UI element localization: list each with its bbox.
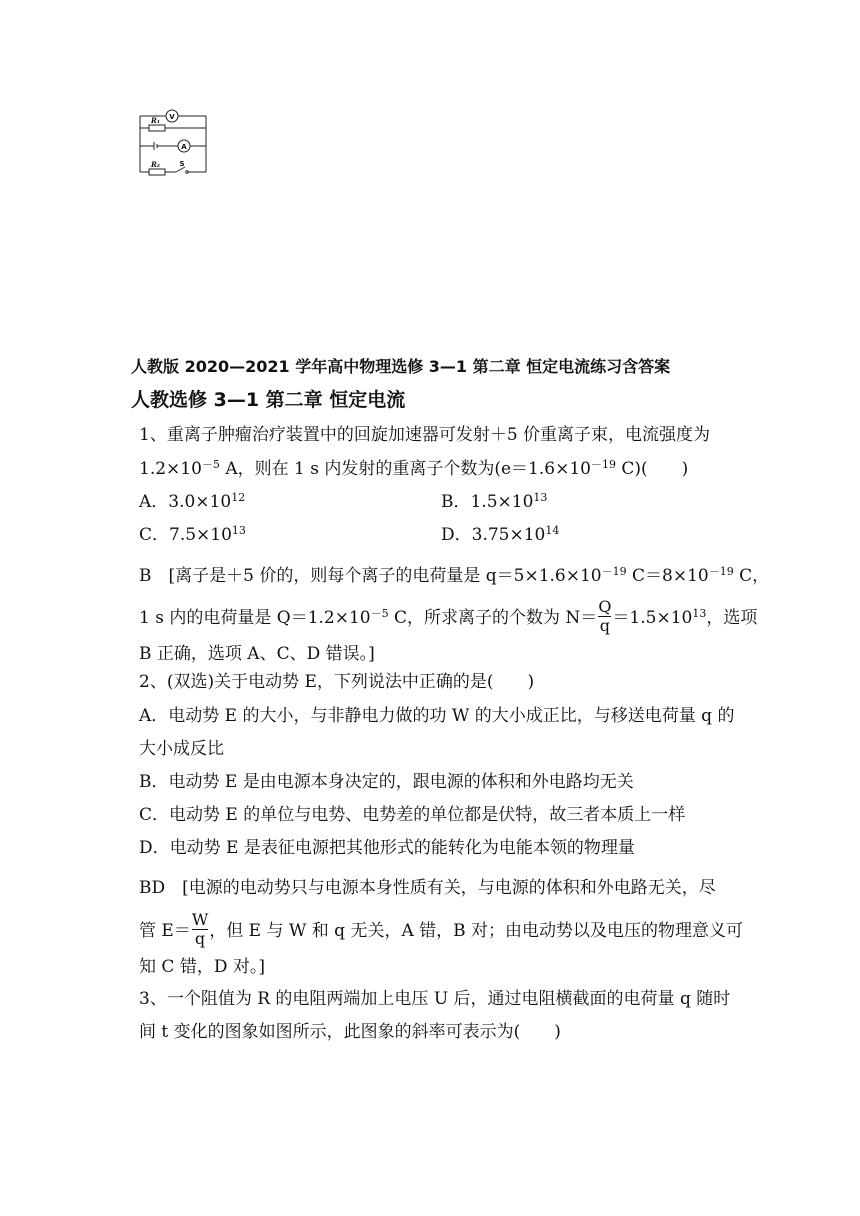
a1-line2: 1 s 内的电荷量是 $Q=1.2\times 10^{-5}$ C，所求离子的个数为 N＝ $\frac{Q}{q}$ $=1.5\times 10^{13}$，选项	[139, 597, 758, 635]
a1-line1: B [离子是＋5 价的，则每个离子的电荷量是 $q=5\times 1.6\times 10^{-19}$ $C=8\times 10^{-19}$ C，	[139, 565, 770, 586]
q2-option-d: D．电动势 E 是表征电源把其他形式的能转化为电能本领的物理量	[139, 838, 635, 858]
q1-option-d: D．$3.75\times 10^{14}$	[441, 524, 560, 545]
fraction-q-over-q: $\frac{Q}{q}$	[598, 597, 612, 635]
q1-line2: $1.2\times 10^{-5}$ A，则在 1 s 内发射的重离子个数为($e=1.6\times 10^{-19}$ C)( )	[139, 458, 689, 479]
q2-line1: 2、(双选)关于电动势 E，下列说法中正确的是( )	[139, 672, 535, 692]
a2-line2: 管 E＝ $\frac{W}{q}$ ，但 E 与 W 和 q 无关，A 错，B 对；由电动势以及电压的物理意义可	[139, 910, 744, 948]
q3-line2: 间 t 变化的图象如图所示，此图象的斜率可表示为( )	[139, 1022, 561, 1042]
q1-option-a: A．$3.0\times 10^{12}$	[139, 491, 246, 512]
a1-line3: B 正确，选项 A、C、D 错误。]	[139, 644, 375, 664]
q2-option-a-line2: 大小成反比	[139, 739, 224, 759]
r2-label: R₂	[151, 160, 160, 169]
q3-line1: 3、一个阻值为 R 的电阻两端加上电压 U 后，通过电阻横截面的电荷量 q 随时	[139, 989, 731, 1009]
chapter-title: 人教选修 3—1 第二章 恒定电流	[131, 389, 406, 411]
q2-option-a-line1: A．电动势 E 的大小，与非静电力做的功 W 的大小成正比，与移送电荷量 q 的	[139, 706, 735, 726]
fraction-w-over-q: $\frac{W}{q}$	[191, 910, 209, 948]
q1-line1: 1、重离子肿瘤治疗装置中的回旋加速器可发射＋5 价重离子束，电流强度为	[139, 425, 711, 445]
document-title: 人教版 2020—2021 学年高中物理选修 3—1 第二章 恒定电流练习含答案	[131, 357, 671, 376]
q2-option-b: B．电动势 E 是由电源本身决定的，跟电源的体积和外电路均无关	[139, 772, 634, 792]
switch-label: S	[179, 160, 185, 168]
a2-line1: BD [电源的电动势只与电源本身性质有关，与电源的体积和外电路无关，尽	[139, 878, 716, 898]
voltmeter-label: V	[169, 113, 175, 121]
circuit-diagram	[136, 104, 212, 176]
q1-option-b: B．$1.5\times 10^{13}$	[441, 491, 548, 512]
r1-label: R₁	[151, 116, 160, 125]
q1-option-c: C．$7.5\times 10^{13}$	[139, 524, 246, 545]
ammeter-label: A	[181, 143, 187, 151]
a2-line3: 知 C 错，D 对。]	[139, 957, 265, 977]
q2-option-c: C．电动势 E 的单位与电势、电势差的单位都是伏特，故三者本质上一样	[139, 805, 686, 825]
